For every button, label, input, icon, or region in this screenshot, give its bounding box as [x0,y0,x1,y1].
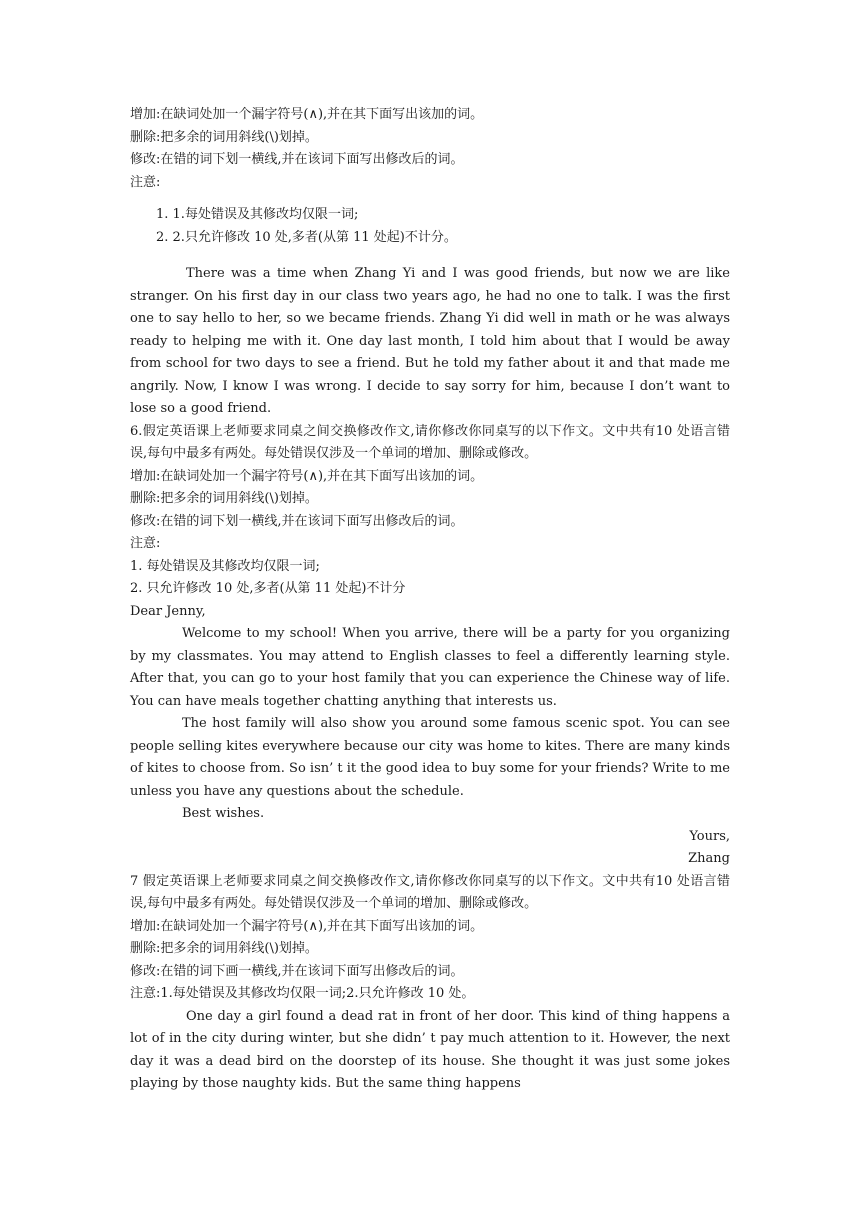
instruction-add: 增加:在缺词处加一个漏字符号(∧),并在其下面写出该加的词。 [130,107,484,122]
instruction-modify: 修改:在错的词下划一横线,并在该词下面写出修改后的词。 [130,152,464,167]
note-item: 2. 2.只允许修改 10 处,多者(从第 11 处起)不计分。 [156,229,457,245]
instruction-modify: 修改:在错的词下划一横线,并在该词下面写出修改后的词。 [130,513,464,529]
note-item: 2. 只允许修改 10 处,多者(从第 11 处起)不计分 [130,581,406,596]
letter-closing: Best wishes. [182,806,265,821]
instruction-delete: 删除:把多余的词用斜线(\)划掉。 [130,941,318,956]
note-line: 注意:1.每处错误及其修改均仅限一词;2.只允许修改 10 处。 [130,986,475,1001]
letter-paragraph: Welcome to my school! When you arrive, there will be a party for you organizing by my classmates. You may attend to English classes to feel a differently learning style. After that, you can go to your host family that you can experience the Chinese way of life. You can have meals together chatting anything that interests us. [130,626,730,709]
instruction-add: 增加:在缺词处加一个漏字符号(∧),并在其下面写出该加的词。 [130,918,484,934]
letter-signoff: Yours, [689,828,730,844]
passage-paragraph: One day a girl found a dead rat in front of her door. This kind of thing happens a lot of in the city during winter, but she didn’ t pay much attention to it. However, the next day it was a dead bird on the doorstep of its house. She thought it was just some jokes playing by those naughty kids. But the same thing happens [130,1008,730,1091]
instruction-delete: 删除:把多余的词用斜线(\)划掉。 [130,491,318,506]
section-heading: 7 假定英语课上老师要求同桌之间交换修改作文,请你修改你同桌写的以下作文。文中共有10 处语言错误,每句中最多有两处。每处错误仅涉及一个单词的增加、删除或修改。 [130,873,730,911]
note-label: 注意: [130,174,161,190]
letter-paragraph: The host family will also show you around some famous scenic spot. You can see people selling kites everywhere because our city was home to kites. There are many kinds of kites to choose from. So isn’ t it the good idea to buy some for your friends? Write to me unless you have any questions about the schedule. [130,716,730,799]
passage-paragraph: There was a time when Zhang Yi and I was good friends, but now we are like stranger. On his first day in our class two years ago, he had no one to talk. I was the first one to say hello to her, so we became friends. Zhang Yi did well in math or he was always ready to helping me with it. One day last month, I told him about that I would be away from school for two days to see a friend. But he told my father about it and that made me angrily. Now, I know I was wrong. I decide to say sorry for him, because I don’t want to lose so a good friend. [130,266,730,416]
letter-signature: Zhang [688,851,730,866]
instruction-delete: 删除:把多余的词用斜线(\)划掉。 [130,129,318,145]
note-item: 1. 1.每处错误及其修改均仅限一词; [156,207,359,222]
section-heading: 6.假定英语课上老师要求同桌之间交换修改作文,请你修改你同桌写的以下作文。文中共有10 处语言错误,每句中最多有两处。每处错误仅涉及一个单词的增加、删除或修改。 [130,423,730,461]
note-label: 注意: [130,536,161,551]
note-item: 1. 每处错误及其修改均仅限一词; [130,558,320,574]
letter-salutation: Dear Jenny, [130,603,206,619]
notes-list [130,204,730,249]
instruction-modify: 修改:在错的词下画一横线,并在该词下面写出修改后的词。 [130,963,464,979]
instruction-add: 增加:在缺词处加一个漏字符号(∧),并在其下面写出该加的词。 [130,468,484,484]
document-page [130,104,730,1096]
